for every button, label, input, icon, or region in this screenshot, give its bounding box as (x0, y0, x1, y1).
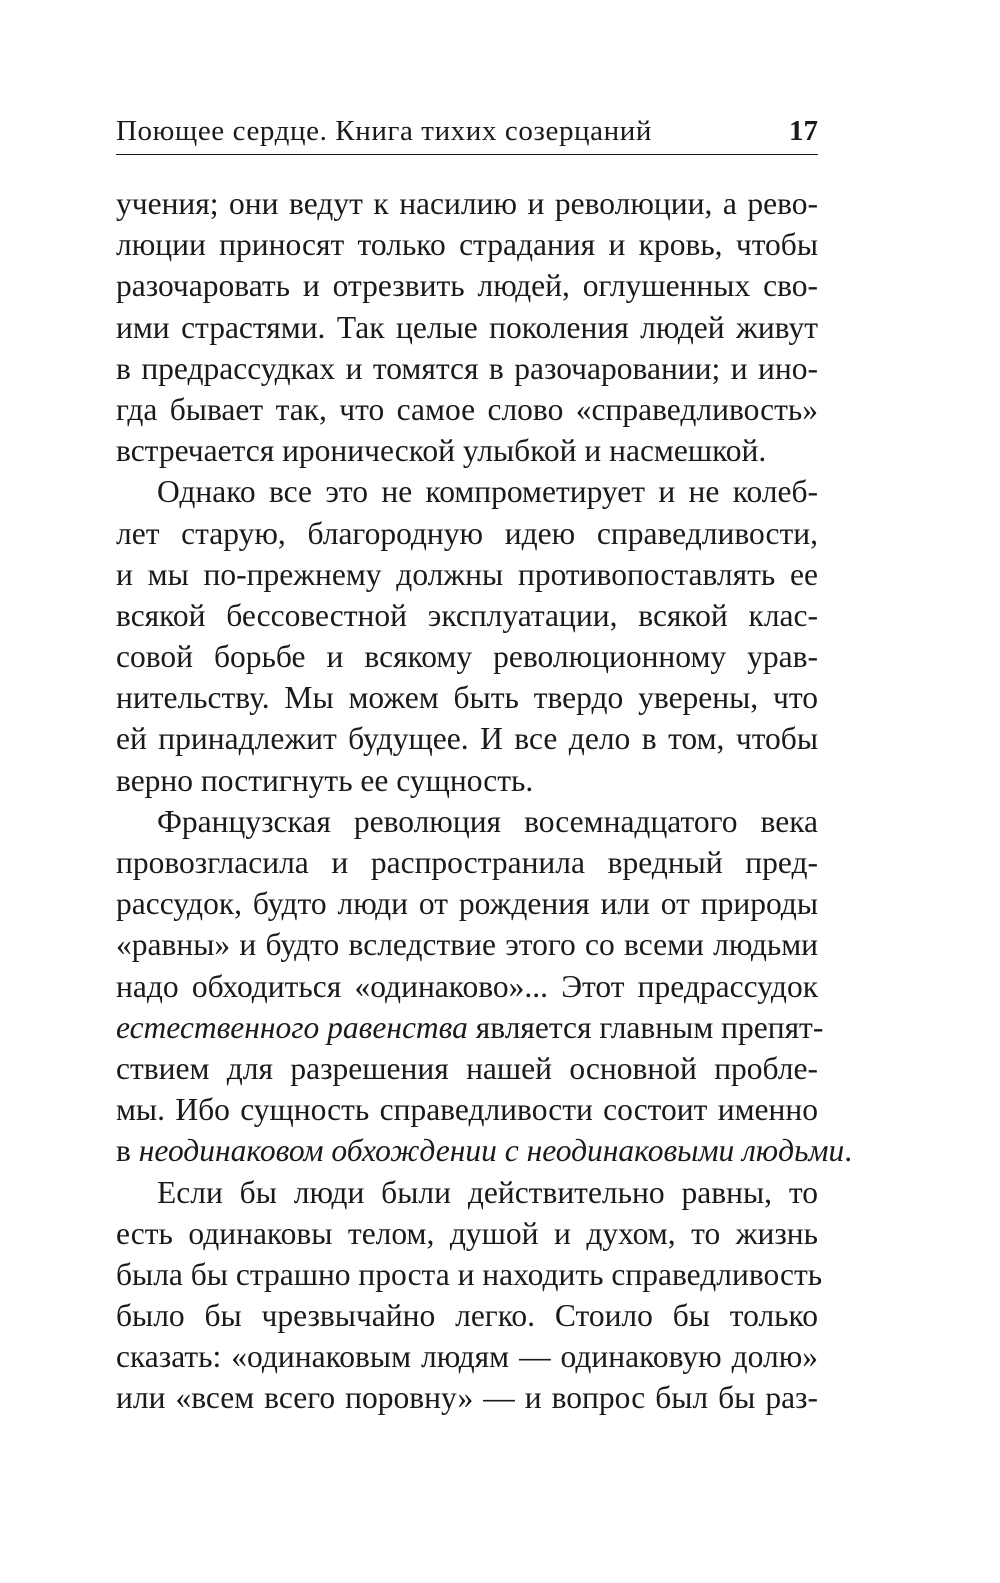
text-line: было бы чрезвычайно легко. Стоило бы только (116, 1298, 818, 1334)
text-line: сказать: «одинаковым людям — одинаковую долю» (116, 1339, 818, 1375)
text-line: Если бы люди были действительно равны, то (157, 1174, 818, 1210)
italic-phrase: естественного равенства (116, 1009, 468, 1045)
paragraph-3 (116, 801, 853, 1172)
line-suffix: . (844, 1133, 853, 1169)
text-line: надо обходиться «одинаково»... Этот предрассудок (116, 968, 818, 1004)
running-title: Поющее сердце. Книга тихих созерцаний (116, 115, 653, 147)
text-line: люции приносят только страдания и кровь, чтобы (116, 227, 818, 263)
paragraph-1 (116, 183, 818, 471)
text-line: в предрассудках и томятся в разочаровании; и ино- (116, 350, 818, 386)
page-number: 17 (789, 115, 818, 147)
text-line: Однако все это не компрометирует и не колеб- (157, 474, 818, 510)
paragraph-4 (116, 1172, 823, 1419)
text-line: всякой бессовестной эксплуатации, всякой клас- (116, 597, 818, 633)
text-line: гда бывает так, что самое слово «справедливость» (116, 391, 818, 427)
text-line-mixed (116, 1007, 824, 1048)
body-text (116, 183, 853, 1419)
paragraph-2 (116, 471, 818, 801)
text-line: лет старую, благородную идею справедливости, (116, 515, 818, 551)
text-line: мы. Ибо сущность справедливости состоит именно (116, 1092, 818, 1128)
text-line: разочаровать и отрезвить людей, оглушенных сво- (116, 268, 818, 304)
text-line-mixed (116, 1130, 853, 1171)
text-line: Французская революция восемнадцатого века (157, 803, 818, 839)
text-line: «равны» и будто вследствие этого со всеми людьми (116, 927, 818, 963)
text-line: есть одинаковы телом, душой и духом, то жизнь (116, 1215, 818, 1251)
text-line: встречается иронической улыбкой и насмешкой. (116, 433, 767, 469)
text-line: ствием для разрешения нашей основной пробле- (116, 1050, 818, 1086)
text-line: учения; они ведут к насилию и революции, а рево- (116, 186, 818, 221)
text-line: была бы страшно проста и находить справедливость (116, 1256, 823, 1292)
text-line: ими страстями. Так целые поколения людей живут (116, 309, 818, 345)
line-prefix: в (116, 1133, 139, 1169)
text-line: верно постигнуть ее сущность. (116, 762, 534, 798)
text-line: совой борьбе и всякому революционному урав- (116, 639, 818, 675)
italic-phrase: неодинаковом обхождении с неодинаковыми людьми (138, 1133, 845, 1169)
text-line: ей принадлежит будущее. И все дело в том, чтобы (116, 721, 818, 757)
line-rest: является главным препят- (467, 1009, 824, 1045)
text-line: или «всем всего поровну» — и вопрос был бы раз- (116, 1380, 818, 1416)
text-line: провозгласила и распространила вредный пред- (116, 845, 818, 880)
text-line: и мы по-прежнему должны противопоставлять ее (116, 556, 818, 592)
text-line: нительству. Мы можем быть твердо уверены, что (116, 680, 818, 716)
text-line: рассудок, будто люди от рождения или от природы (116, 886, 818, 922)
running-head (116, 108, 818, 155)
